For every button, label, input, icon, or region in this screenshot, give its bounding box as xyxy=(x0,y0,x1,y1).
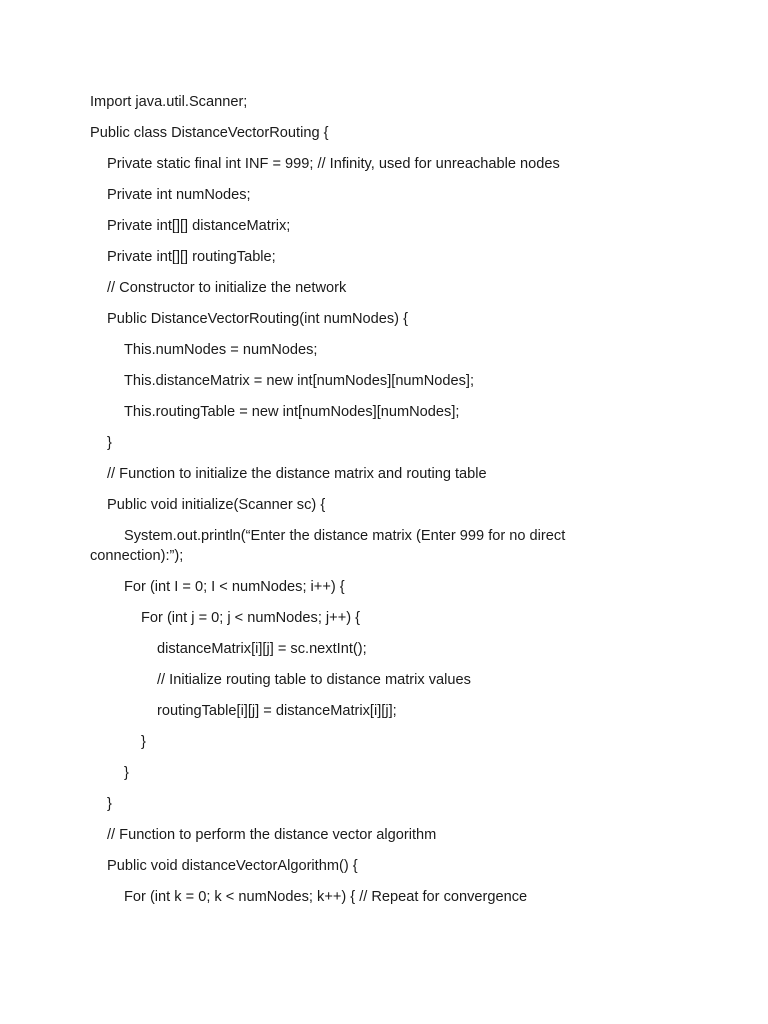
code-line: Private int[][] distanceMatrix; xyxy=(107,218,291,234)
code-line: // Constructor to initialize the network xyxy=(107,280,347,296)
code-line: For (int I = 0; I < numNodes; i++) { xyxy=(124,579,345,595)
code-line: Private static final int INF = 999; // Infinity, used for unreachable nodes xyxy=(107,156,560,172)
code-line: } xyxy=(124,765,129,781)
code-line: Public DistanceVectorRouting(int numNodes) { xyxy=(107,311,408,327)
code-line: // Function to initialize the distance matrix and routing table xyxy=(107,466,487,482)
code-line: This.distanceMatrix = new int[numNodes][numNodes]; xyxy=(124,373,475,389)
code-line: This.numNodes = numNodes; xyxy=(124,342,318,358)
code-line: Private int numNodes; xyxy=(107,187,251,203)
code-line: } xyxy=(141,734,146,750)
code-line: } xyxy=(107,435,112,451)
code-line: Private int[][] routingTable; xyxy=(107,249,276,265)
code-line: System.out.println(“Enter the distance matrix (Enter 999 for no direct connection):”); xyxy=(90,528,566,564)
code-line: Public class DistanceVectorRouting { xyxy=(90,125,329,141)
code-line: Public void initialize(Scanner sc) { xyxy=(107,497,326,513)
code-line: } xyxy=(107,796,112,812)
code-line: Import java.util.Scanner; xyxy=(90,94,248,110)
code-line: distanceMatrix[i][j] = sc.nextInt(); xyxy=(157,641,367,657)
code-line: routingTable[i][j] = distanceMatrix[i][j]; xyxy=(157,703,397,719)
code-line: // Initialize routing table to distance matrix values xyxy=(157,672,471,688)
document-body xyxy=(90,92,590,918)
code-line: // Function to perform the distance vector algorithm xyxy=(107,827,437,843)
code-line: For (int k = 0; k < numNodes; k++) { // Repeat for convergence xyxy=(124,889,528,905)
code-line: Public void distanceVectorAlgorithm() { xyxy=(107,858,358,874)
code-line: This.routingTable = new int[numNodes][numNodes]; xyxy=(124,404,460,420)
code-line: For (int j = 0; j < numNodes; j++) { xyxy=(141,610,361,626)
